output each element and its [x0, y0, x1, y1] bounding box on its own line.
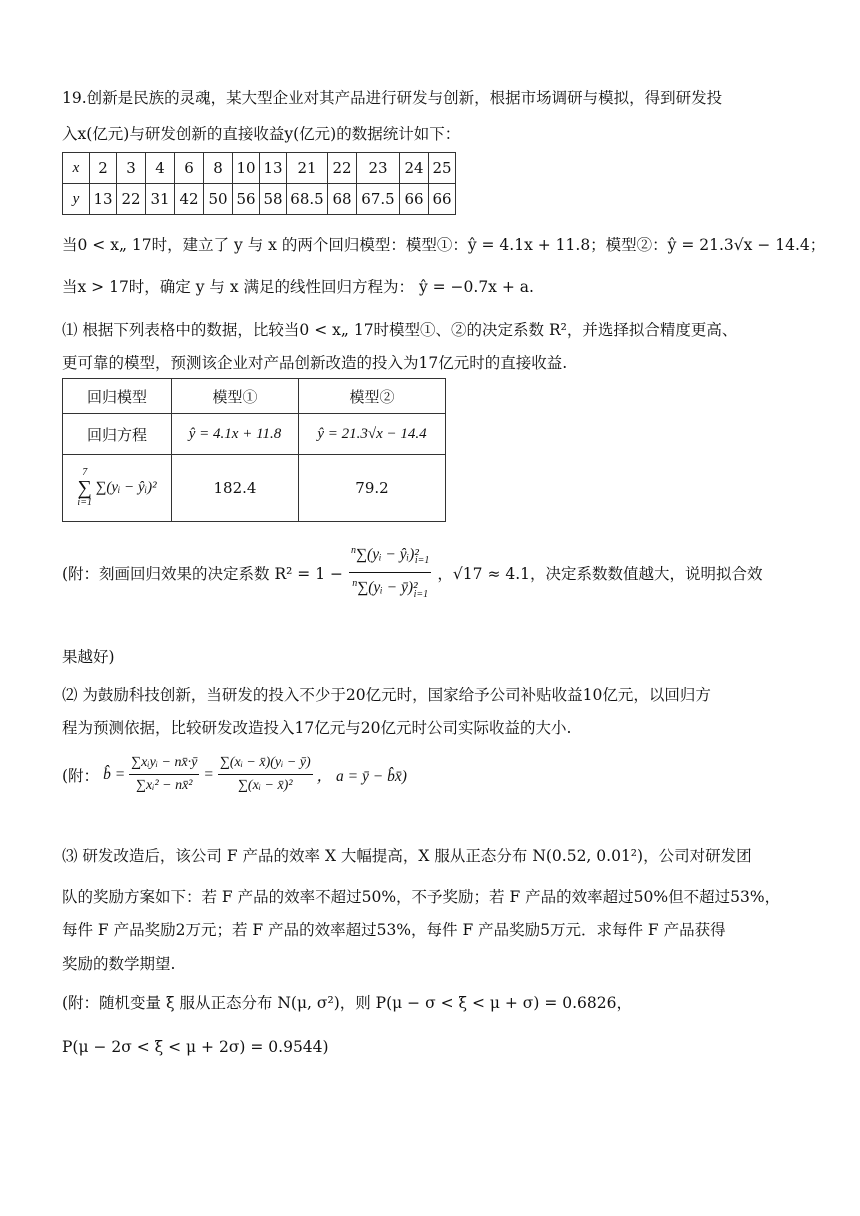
part3-line-3: 每件 F 产品奖励2万元；若 F 产品的效率超过53%，每件 F 产品奖励5万元．求每件 F 产品获得 — [62, 921, 726, 939]
denominator-text: ∑(yᵢ − ȳ)² — [357, 579, 418, 597]
condition-line-2: 当x > 17时，确定 y 与 x 满足的线性回归方程为： ŷ = −0.7x + a. — [62, 278, 534, 296]
table-cell: 31 — [146, 184, 175, 215]
table-cell: 25 — [429, 153, 456, 184]
table-cell: 回归方程 — [63, 414, 172, 455]
table-header: 模型② — [299, 379, 446, 414]
table-cell: 24 — [400, 153, 429, 184]
note1-suffix: ，√17 ≈ 4.1，决定系数数值越大，说明拟合效 — [437, 564, 763, 583]
b-hat-fraction-1 — [129, 752, 199, 797]
table-header-y: y — [63, 184, 90, 215]
table-cell: 58 — [260, 184, 287, 215]
part2-line-1: ⑵ 为鼓励科技创新，当研发的投入不少于20亿元时，国家给予公司补贴收益10亿元，以回归方 — [62, 686, 711, 704]
part3-line-2: 队的奖励方案如下：若 F 产品的效率不超过50%，不予奖励；若 F 产品的效率超过50%但不超过53%， — [62, 888, 781, 906]
table-cell: 8 — [204, 153, 233, 184]
intro-line-2: 入x(亿元)与研发创新的直接收益y(亿元)的数据统计如下： — [62, 125, 461, 143]
sum-lower-limit: i=1 — [413, 588, 429, 600]
table-header-x: x — [63, 153, 90, 184]
table-cell: 50 — [204, 184, 233, 215]
sum-symbol: ∑ — [77, 477, 92, 499]
r-squared-fraction — [349, 540, 431, 606]
model-table — [62, 378, 446, 522]
part2-line-2: 程为预测依据，比较研发改造投入17亿元与20亿元时公司实际收益的大小. — [62, 719, 572, 737]
note1-prefix: (附：刻画回归效果的决定系数 R² = 1 − — [62, 564, 343, 583]
sum-lower-limit: i=1 — [77, 497, 92, 508]
table-cell: ŷ = 4.1x + 11.8 — [172, 414, 299, 455]
fraction-numerator — [349, 540, 431, 573]
note3-line-1: (附：随机变量 ξ 服从正态分布 N(μ, σ²)，则 P(μ − σ < ξ < μ + σ) = 0.6826， — [62, 994, 632, 1012]
part3-line-1: ⑶ 研发改造后，该公司 F 产品的效率 X 大幅提高，X 服从正态分布 N(0.52, 0.01²)，公司对研发团 — [62, 847, 752, 865]
table-row — [63, 414, 446, 455]
sum-upper-limit: n — [350, 545, 356, 556]
condition-line-1: 当0 < x„ 17时，建立了 y 与 x 的两个回归模型：模型①：ŷ = 4.1x + 11.8；模型②：ŷ = 21.3√x − 14.4； — [62, 236, 826, 254]
table-cell: ŷ = 21.3√x − 14.4 — [299, 414, 446, 455]
table-cell: 13 — [260, 153, 287, 184]
note1-end: 果越好) — [62, 648, 115, 666]
intro-line-1: 19.创新是民族的灵魂，某大型企业对其产品进行研发与创新，根据市场调研与模拟，得到研发投 — [62, 89, 723, 107]
table-cell: 56 — [233, 184, 260, 215]
sum-expression: ∑(yᵢ − ŷᵢ)² — [95, 479, 157, 496]
note1-line — [62, 540, 820, 606]
table-cell: 66 — [400, 184, 429, 215]
table-cell: 42 — [175, 184, 204, 215]
note3-line-2: P(μ − 2σ < ξ < μ + 2σ) = 0.9544) — [62, 1038, 329, 1056]
b-hat: b̂ = — [103, 765, 126, 783]
table-cell: 23 — [357, 153, 400, 184]
note2-prefix: (附： — [62, 766, 100, 785]
table-cell: 182.4 — [172, 455, 299, 522]
table-cell: 2 — [90, 153, 117, 184]
table-cell — [63, 455, 172, 522]
table-row-y — [63, 184, 456, 215]
numerator-text: ∑(yᵢ − ŷᵢ)² — [355, 546, 419, 564]
table-cell: 21 — [287, 153, 328, 184]
sum-lower-limit: i=1 — [414, 555, 430, 567]
fraction-numerator: ∑(xᵢ − x̄)(yᵢ − ȳ) — [218, 752, 313, 775]
part1-line-1: ⑴ 根据下列表格中的数据，比较当0 < x„ 17时模型①、②的决定系数 R²，并选择拟合精度更高、 — [62, 321, 738, 339]
fraction-numerator: ∑xᵢyᵢ − nx̄·ȳ — [129, 752, 199, 775]
table-row — [63, 379, 446, 414]
table-cell: 22 — [117, 184, 146, 215]
table-cell: 67.5 — [357, 184, 400, 215]
part3-line-4: 奖励的数学期望. — [62, 955, 176, 973]
table-cell: 4 — [146, 153, 175, 184]
table-cell: 68.5 — [287, 184, 328, 215]
fraction-denominator — [349, 573, 431, 605]
table-cell: 22 — [328, 153, 357, 184]
b-hat-fraction-2 — [218, 752, 313, 797]
table-cell: 68 — [328, 184, 357, 215]
table-row-x — [63, 153, 456, 184]
table-cell: 3 — [117, 153, 146, 184]
table-header: 模型① — [172, 379, 299, 414]
fraction-denominator: ∑(xᵢ − x̄)² — [237, 778, 293, 793]
table-cell: 66 — [429, 184, 456, 215]
part1-line-2: 更可靠的模型，预测该企业对产品创新改造的投入为17亿元时的直接收益. — [62, 354, 568, 372]
table-header: 回归模型 — [63, 379, 172, 414]
table-cell: 6 — [175, 153, 204, 184]
sum-upper-limit: n — [352, 578, 358, 590]
table-cell: 79.2 — [299, 455, 446, 522]
sum-upper-limit: 7 — [82, 467, 88, 478]
equals-sign: = — [203, 765, 214, 783]
table-cell: 13 — [90, 184, 117, 215]
note2-suffix: ， a = ȳ − b̂x̄) — [316, 767, 407, 785]
table-cell: 10 — [233, 153, 260, 184]
table-row — [63, 455, 446, 522]
fraction-denominator: ∑xᵢ² − nx̄² — [136, 778, 193, 793]
data-table — [62, 152, 456, 215]
note2-line — [62, 752, 820, 797]
